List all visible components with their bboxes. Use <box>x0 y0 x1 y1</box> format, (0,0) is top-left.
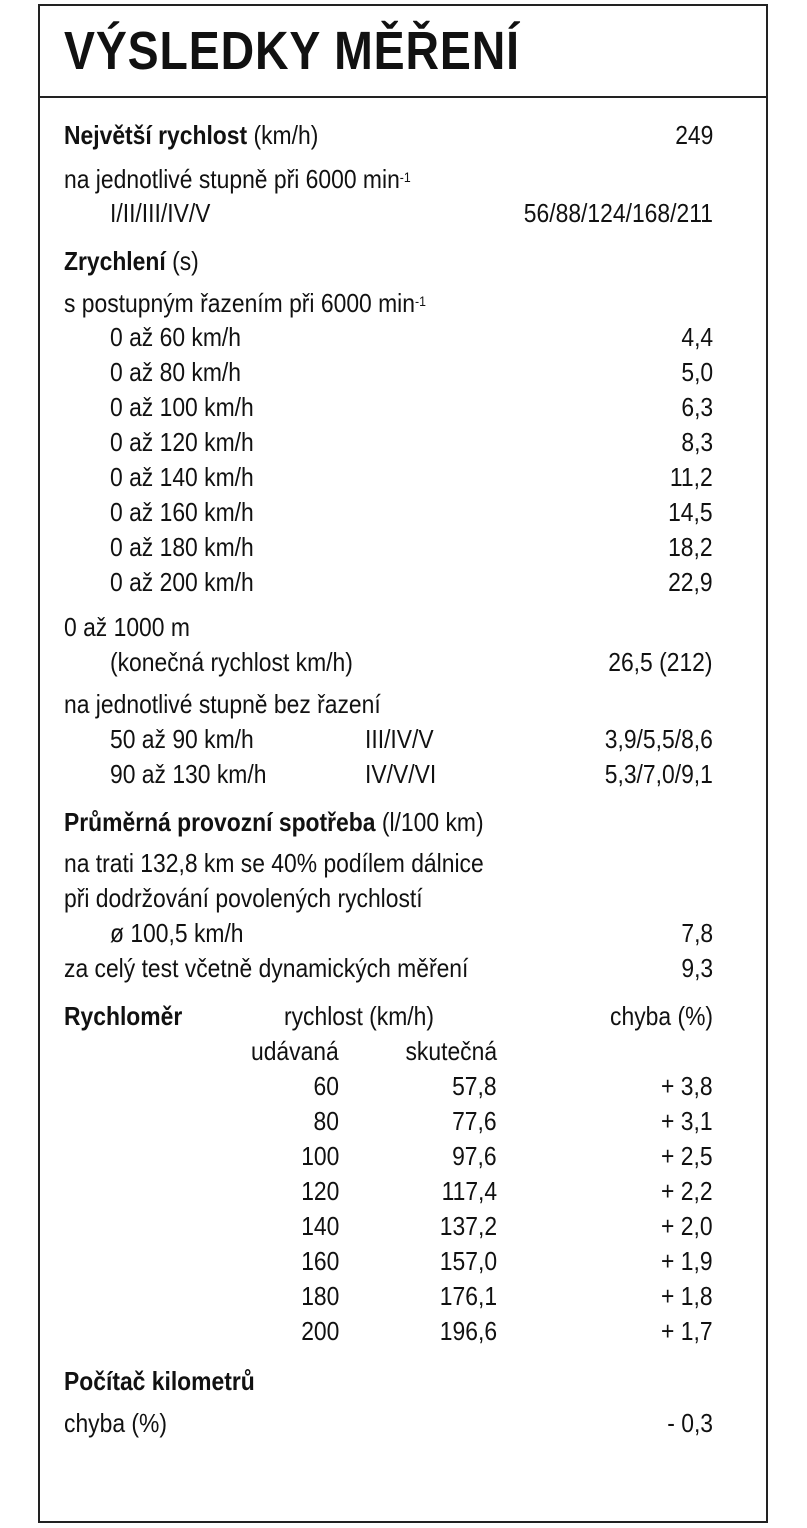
consumption-avg-value: 7,8 <box>681 918 713 948</box>
consumption-total-label: za celý test včetně dynamických měření <box>64 953 469 983</box>
speedo-indicated: 120 <box>300 1176 339 1206</box>
speedo-indicated: 100 <box>300 1141 339 1171</box>
accel-row-label: 0 až 140 km/h <box>110 462 254 492</box>
acceleration-label: Zrychlení <box>64 246 166 276</box>
accel-row-label: 0 až 180 km/h <box>110 532 254 562</box>
speedo-actual: 97,6 <box>452 1141 497 1171</box>
elastic-gears: IV/V/VI <box>365 759 437 789</box>
consumption-line2: při dodržování povolených rychlostí <box>64 883 423 913</box>
top-speed-unit: (km/h) <box>253 120 319 150</box>
speedo-actual: 157,0 <box>439 1246 497 1276</box>
consumption-heading <box>64 807 484 837</box>
speedo-actual: 77,6 <box>452 1106 497 1136</box>
speedo-error: + 2,2 <box>661 1176 713 1206</box>
accel-row-value: 11,2 <box>670 462 713 492</box>
top-speed-gears-value: 56/88/124/168/211 <box>523 198 713 228</box>
speedo-indicated: 200 <box>300 1316 339 1346</box>
top-speed-label: Největší rychlost <box>64 120 248 150</box>
speedo-indicated: 160 <box>300 1246 339 1276</box>
accel-row-label: 0 až 100 km/h <box>110 392 254 422</box>
top-speed-value: 249 <box>674 120 713 150</box>
odometer-label: Počítač kilometrů <box>64 1366 255 1396</box>
accel-row-label: 0 až 120 km/h <box>110 427 254 457</box>
accel-row-label: 0 až 80 km/h <box>110 357 241 387</box>
elastic-label: na jednotlivé stupně bez řazení <box>64 689 381 719</box>
accel-row-value: 22,9 <box>668 567 713 597</box>
speedometer-error-header: chyba (%) <box>609 1001 713 1031</box>
speedo-indicated: 180 <box>300 1281 339 1311</box>
acceleration-sub-sup: -1 <box>414 293 426 309</box>
elastic-gears: III/IV/V <box>365 724 434 754</box>
distance-value: 26,5 (212) <box>608 647 713 677</box>
elastic-value: 3,9/5,5/8,6 <box>604 724 713 754</box>
page-title: VÝSLEDKY MĚŘENÍ <box>64 21 520 81</box>
speedo-actual: 137,2 <box>439 1211 497 1241</box>
accel-row-label: 0 až 200 km/h <box>110 567 254 597</box>
speedo-actual: 196,6 <box>439 1316 497 1346</box>
accel-row-value: 14,5 <box>668 497 713 527</box>
top-speed-gears-label: I/II/III/IV/V <box>110 198 211 228</box>
elastic-range: 90 až 130 km/h <box>110 759 267 789</box>
acceleration-sub <box>64 288 426 318</box>
speedo-error: + 2,0 <box>661 1211 713 1241</box>
top-speed-gears-prefix: na jednotlivé stupně při 6000 min <box>64 164 400 194</box>
speedo-error: + 3,1 <box>661 1106 713 1136</box>
accel-row-label: 0 až 160 km/h <box>110 497 254 527</box>
elastic-range: 50 až 90 km/h <box>110 724 254 754</box>
panel-header <box>40 6 766 98</box>
speedometer-speed-header: rychlost (km/h) <box>284 1001 435 1031</box>
distance-label: 0 až 1000 m <box>64 612 190 642</box>
accel-row-value: 8,3 <box>681 427 713 457</box>
speedo-indicated: 60 <box>313 1071 339 1101</box>
odometer-error-value: - 0,3 <box>667 1408 713 1438</box>
consumption-unit: (l/100 km) <box>381 807 484 837</box>
consumption-label: Průměrná provozní spotřeba <box>64 807 376 837</box>
consumption-avg-label: ø 100,5 km/h <box>110 918 244 948</box>
speedometer-label: Rychloměr <box>64 1001 183 1031</box>
acceleration-sub-prefix: s postupným řazením při 6000 min <box>64 288 415 318</box>
top-speed-gears-line <box>64 164 411 194</box>
speedo-error: + 1,8 <box>661 1281 713 1311</box>
speedo-actual: 176,1 <box>439 1281 497 1311</box>
speedo-error: + 2,5 <box>661 1141 713 1171</box>
consumption-line1: na trati 132,8 km se 40% podílem dálnice <box>64 848 484 878</box>
speedo-indicated: 80 <box>313 1106 339 1136</box>
speedo-error: + 3,8 <box>661 1071 713 1101</box>
speedo-error: + 1,7 <box>661 1316 713 1346</box>
odometer-error-label: chyba (%) <box>64 1408 168 1438</box>
speedometer-actual-header: skutečná <box>405 1036 497 1066</box>
speedo-actual: 117,4 <box>441 1176 497 1206</box>
acceleration-heading <box>64 246 199 276</box>
accel-row-value: 6,3 <box>681 392 713 422</box>
accel-row-value: 4,4 <box>681 322 713 352</box>
elastic-value: 5,3/7,0/9,1 <box>604 759 713 789</box>
consumption-total-value: 9,3 <box>681 953 713 983</box>
speedo-error: + 1,9 <box>661 1246 713 1276</box>
distance-sub: (konečná rychlost km/h) <box>110 647 353 677</box>
accel-row-value: 18,2 <box>668 532 713 562</box>
acceleration-unit: (s) <box>172 246 199 276</box>
accel-row-value: 5,0 <box>681 357 713 387</box>
speedo-indicated: 140 <box>300 1211 339 1241</box>
top-speed-heading <box>64 120 318 150</box>
speedo-actual: 57,8 <box>452 1071 497 1101</box>
top-speed-gears-sup: -1 <box>399 169 411 185</box>
speedometer-indicated-header: udávaná <box>251 1036 339 1066</box>
accel-row-label: 0 až 60 km/h <box>110 322 241 352</box>
